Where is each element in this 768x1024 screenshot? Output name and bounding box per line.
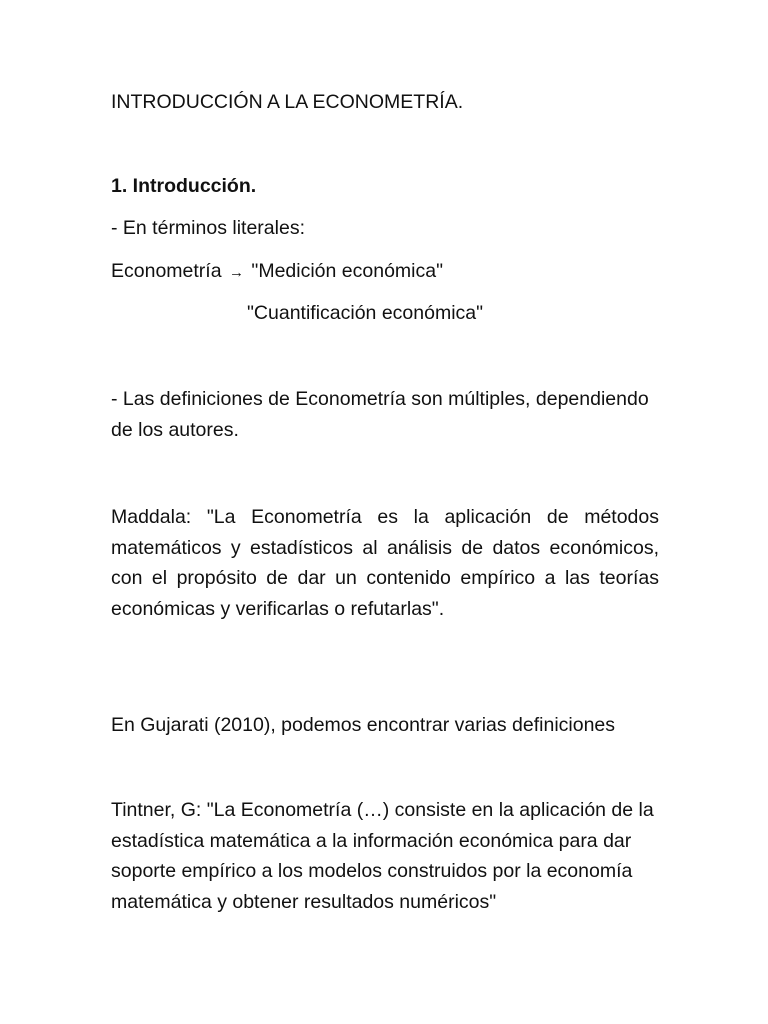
section-heading: 1. Introducción. (111, 175, 257, 197)
arrow-icon: → (228, 264, 244, 281)
literal-intro: - En términos literales: (111, 217, 305, 239)
maddala-quote: Maddala: "La Econometría es la aplicación de métodos matemáticos y estadísticos al análisis de datos económicos, con el propósito de dar un contenido empírico a las teorías económicas y verificarlas o refutarlas". (111, 506, 659, 620)
document-title: INTRODUCCIÓN A LA ECONOMETRÍA. (111, 91, 464, 113)
meaning-2: "Cuantificación económica" (247, 302, 484, 324)
meaning-1: "Medición económica" (251, 260, 444, 282)
definitions-intro: - Las definiciones de Econometría son múltiples, dependiendo de los autores. (111, 388, 649, 441)
gujarati-line: En Gujarati (2010), podemos encontrar varias definiciones (111, 714, 616, 736)
econometrics-term-line (111, 256, 443, 288)
term: Econometría (111, 260, 222, 282)
tintner-quote: Tintner, G: "La Econometría (…) consiste en la aplicación de la estadística matemática a la información económica para dar soporte empírico a los modelos construidos por la economía matemática y obtener resultados numéricos" (111, 799, 654, 913)
